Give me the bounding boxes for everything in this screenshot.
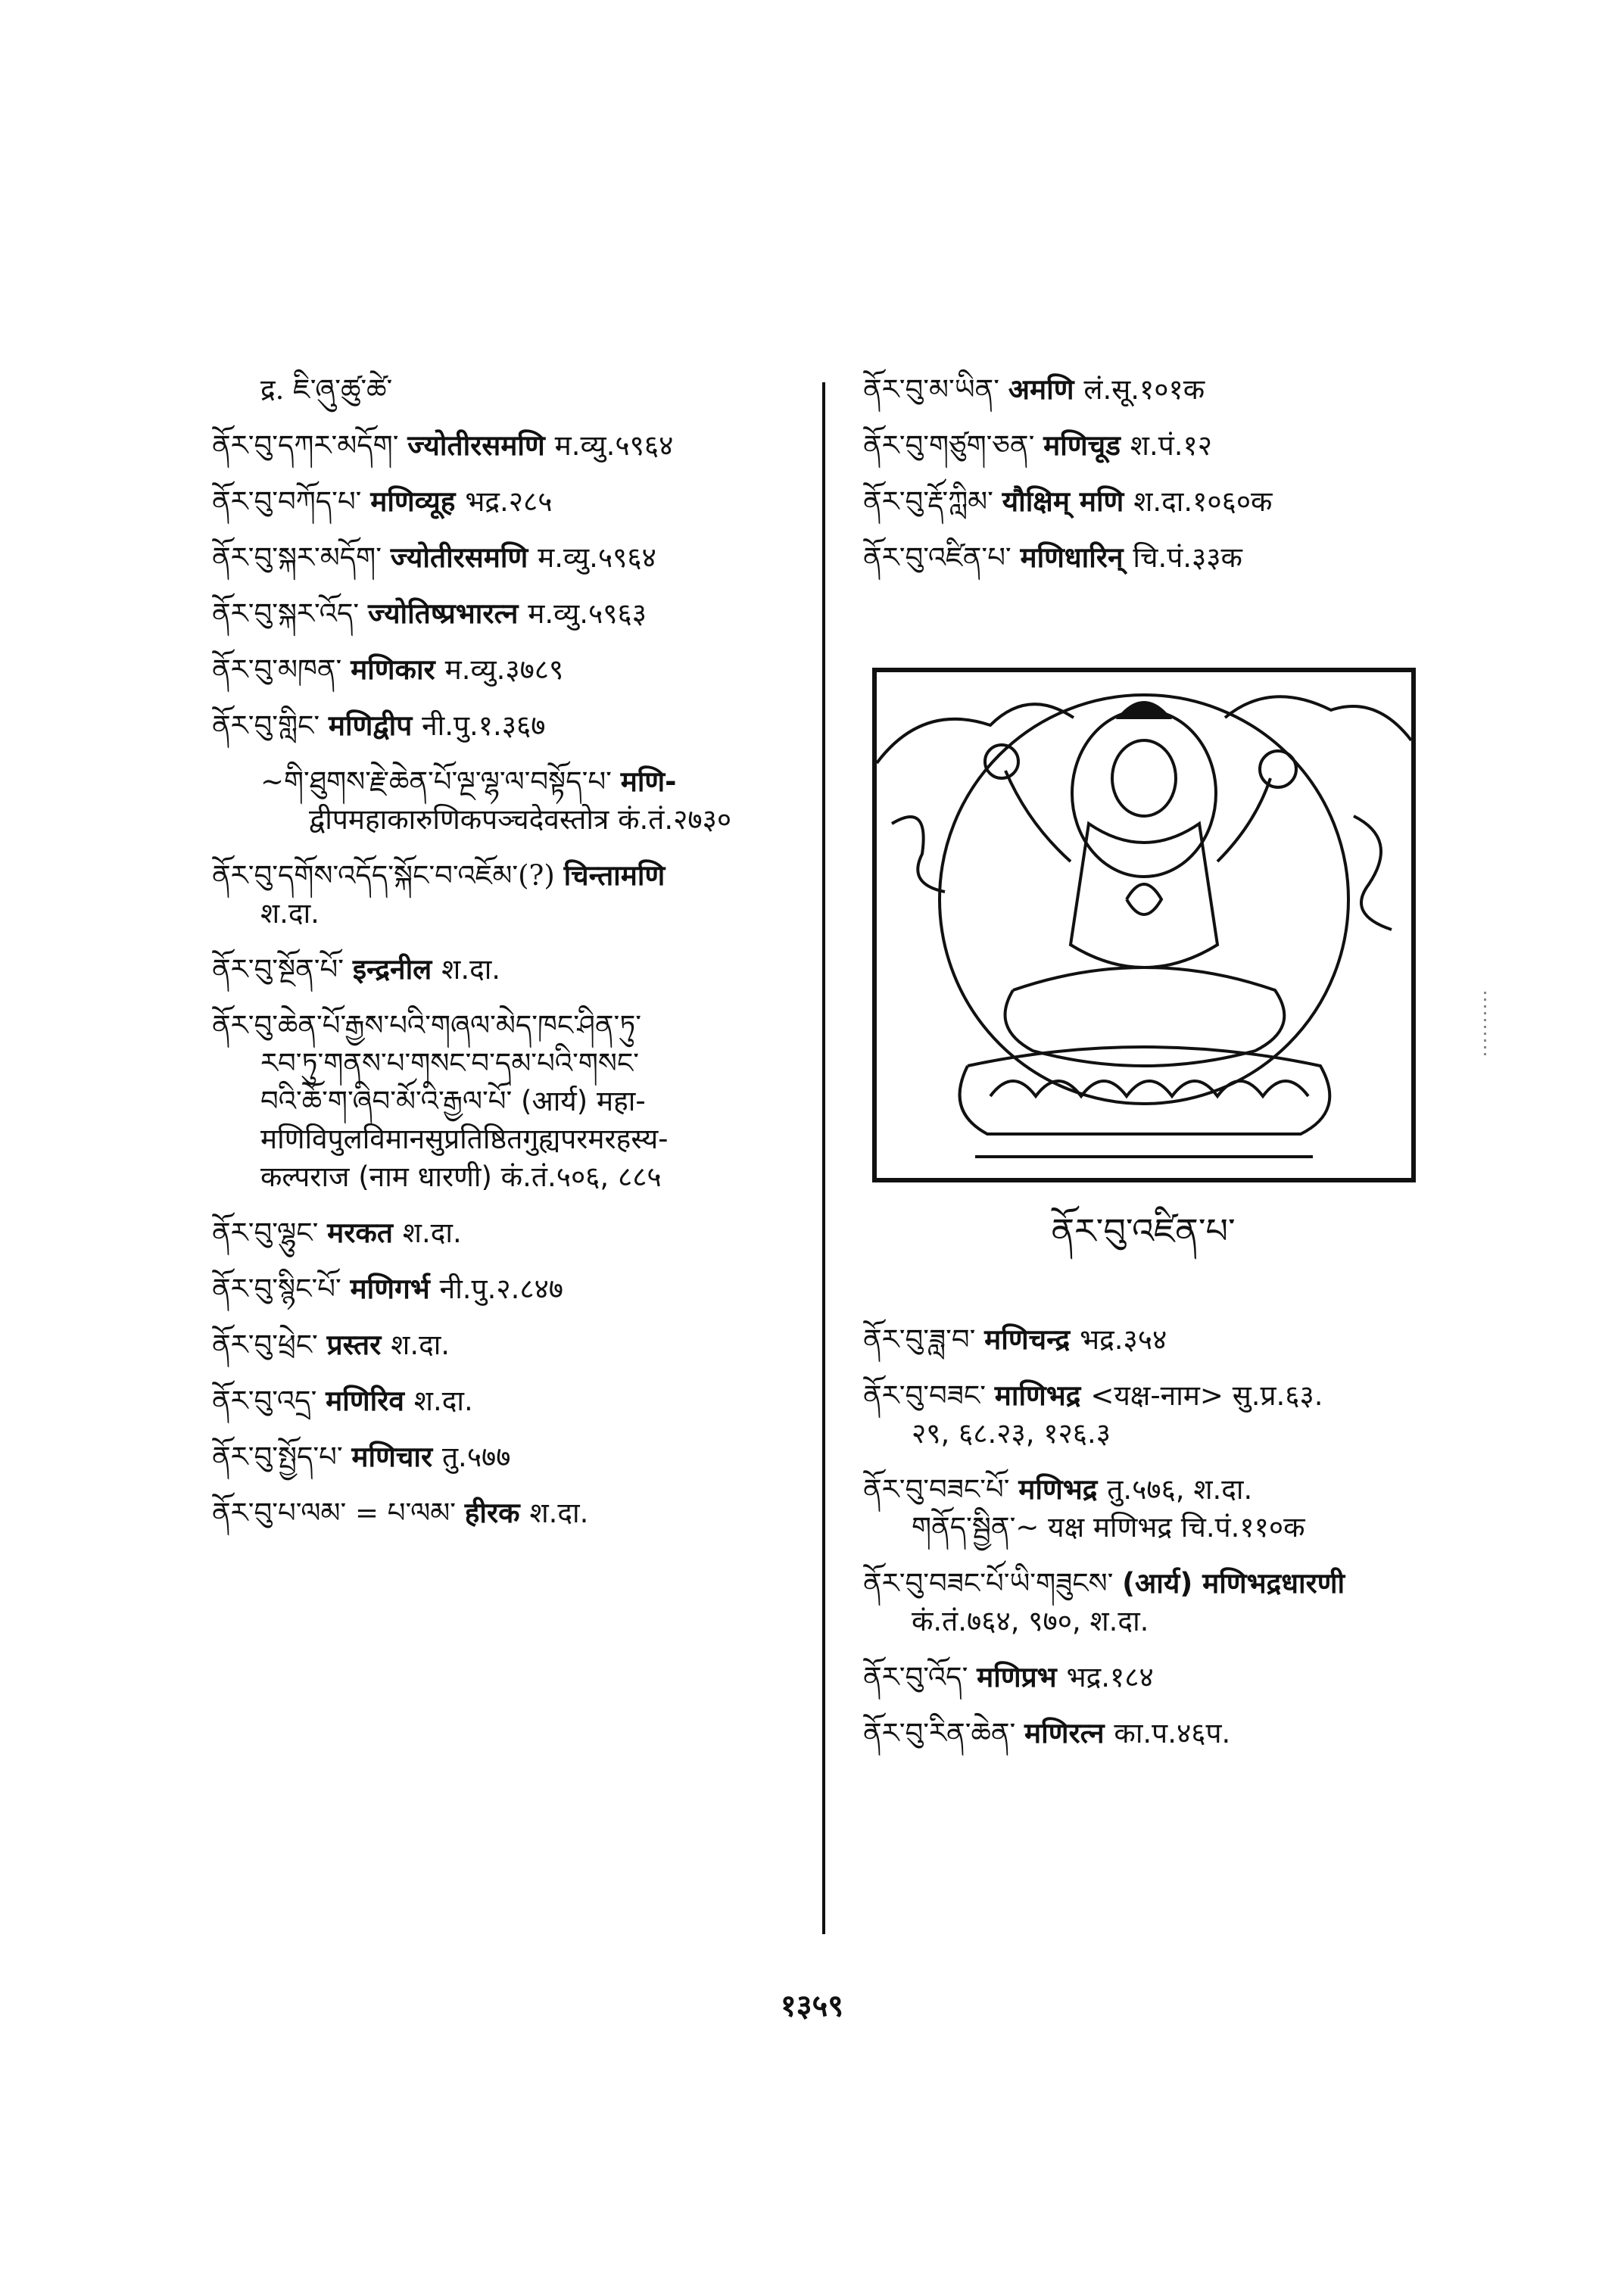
source-reference: श.दा. — [402, 1217, 462, 1249]
source-reference: श.दा.१०६०क — [1133, 485, 1273, 518]
source-reference: म.व्यु.५९६३ — [528, 597, 647, 630]
dictionary-entry — [212, 483, 833, 521]
tibetan-headword: ནོར་བུ་རིན་ཆེན་ — [863, 1717, 1025, 1749]
sanskrit-equivalent: मरकत — [327, 1217, 403, 1249]
tibetan-headword: ནོར་བུ་འཛིན་པ་ — [863, 541, 1021, 574]
dictionary-entry — [212, 1326, 833, 1364]
dictionary-entry — [212, 651, 833, 689]
dictionary-entry — [212, 763, 833, 839]
sanskrit-equivalent: मणिरिव — [326, 1385, 414, 1417]
page-number: १३५९ — [780, 1989, 844, 2024]
sanskrit-equivalent: अमणि — [1008, 373, 1084, 406]
source-reference: श.पं.१२ — [1130, 429, 1212, 462]
dictionary-entry — [212, 1007, 833, 1196]
dictionary-entry — [212, 1382, 833, 1420]
sanskrit-equivalent: ज्योतीरसमणि — [407, 429, 555, 462]
entry-continuation: कल्पराज (नाम धारणी) कं.तं.५०६, ८८५ — [260, 1161, 662, 1193]
manidhara-deity-image — [877, 672, 1411, 1178]
tibetan-headword: ནོར་བུ་འོད་ — [863, 1661, 977, 1693]
dictionary-entry — [212, 371, 833, 409]
tibetan-headword: ནོར་བུ་སྐར་མདོག་ — [212, 541, 391, 574]
source-reference: म.व्यु.३७८९ — [444, 653, 564, 686]
sanskrit-equivalent: (आर्य) मणिभद्रधारणी — [1122, 1567, 1345, 1600]
column-divider — [822, 382, 825, 1934]
tibetan-headword: ནོར་བུ་སྤྱོད་པ་ — [212, 1441, 352, 1473]
dictionary-entry — [212, 595, 833, 633]
tibetan-headword: ནོར་བུ་བཀོད་པ་ — [212, 485, 371, 518]
source-reference: श.दा. — [413, 1385, 473, 1417]
source-reference: लं.सू.१०१क — [1083, 373, 1205, 406]
dictionary-entry — [212, 1214, 833, 1252]
dictionary-entry — [863, 483, 1469, 521]
entry-continuation: རབ་ཏུ་གནས་པ་གསང་བ་དམ་པའི་གསང་ — [260, 1047, 640, 1080]
sanskrit-equivalent: ज्योतिष्प्रभारत्न — [367, 597, 528, 630]
figure-caption: ནོར་བུ་འཛིན་པ་ — [1051, 1210, 1236, 1251]
source-reference: नी.पु.२.८४७ — [439, 1273, 564, 1305]
dictionary-entry — [863, 1471, 1469, 1547]
source-reference: का.प.४६प. — [1114, 1717, 1231, 1749]
right-column — [863, 371, 1469, 1771]
sanskrit-equivalent: मणिरत्न — [1024, 1717, 1114, 1749]
entry-continuation: २९, ६८.२३, १२६.३ — [912, 1417, 1111, 1450]
dictionary-entry — [212, 1438, 833, 1476]
dictionary-entry — [212, 1270, 833, 1308]
sanskrit-equivalent: मणिगर्भ — [350, 1273, 440, 1305]
tibetan-headword: ནོར་བུ་དཀར་མདོག་ — [212, 429, 408, 462]
entry-continuation: द्वीपमहाकारुणिकपञ्चदेवस्तोत्र कं.तं.२७३० — [309, 803, 732, 836]
right-entries-top — [863, 371, 1469, 577]
dictionary-entry — [863, 1321, 1469, 1359]
tibetan-headword: ནོར་བུ་དགོས་འདོད་སྐོང་བ་འཇོམ་(?) — [212, 859, 564, 892]
margin-dots — [1484, 992, 1486, 1060]
dictionary-entry — [212, 1494, 833, 1532]
tibetan-headword: ནོར་བུ་རྡོ་ཀླིམ་ — [863, 485, 1002, 518]
tibetan-headword: ནོར་བུ་སྐར་འོད་ — [212, 597, 368, 630]
dictionary-entry — [863, 427, 1469, 465]
dictionary-entry — [863, 1565, 1469, 1640]
tibetan-headword: ནོར་བུ་བཟང་པོ་ཡི་གཟུངས་ — [863, 1567, 1123, 1600]
sanskrit-equivalent: मणिचार — [351, 1441, 442, 1473]
source-reference: भद्र.२८५ — [465, 485, 553, 518]
dictionary-entry — [863, 1377, 1469, 1453]
entry-continuation: श.दा. — [260, 897, 320, 930]
source-reference: तु.५७७ — [441, 1441, 511, 1473]
dictionary-entry — [863, 539, 1469, 577]
dictionary-entry — [212, 951, 833, 989]
sanskrit-equivalent: मणिधारिन् — [1020, 541, 1133, 574]
sanskrit-equivalent: मणिचूड — [1043, 429, 1130, 462]
entry-continuation: कं.तं.७६४, ९७०, श.दा. — [912, 1605, 1149, 1637]
source-reference: भद्र.३५४ — [1080, 1323, 1167, 1356]
entry-continuation: मणिविपुलविमानसुप्रतिष्ठितगुह्यपरमरहस्य- — [260, 1123, 669, 1155]
deity-illustration — [872, 668, 1416, 1182]
source-reference: तु.५७६, श.दा. — [1107, 1473, 1253, 1506]
sanskrit-equivalent: मणिकार — [351, 653, 445, 686]
source-reference: श.दा. — [529, 1497, 589, 1529]
source-reference: भद्र.१८४ — [1066, 1661, 1154, 1693]
left-column — [212, 371, 833, 1550]
tibetan-headword: ནོར་བུ་འདྲ་ — [212, 1385, 326, 1417]
sanskrit-equivalent: ज्योतीरसमणि — [390, 541, 538, 574]
source-reference: म.व्यु.५९६४ — [538, 541, 656, 574]
dictionary-entry — [212, 857, 833, 933]
dictionary-entry — [863, 371, 1469, 409]
tibetan-headword: ནོར་བུ་ཟླ་བ་ — [863, 1323, 985, 1356]
source-reference: <यक्ष-नाम> सु.प्र.६३. — [1090, 1379, 1323, 1412]
dictionary-entry — [212, 427, 833, 465]
tibetan-headword: ~གི་ཐུགས་རྗེ་ཆེན་པོ་ལྔ་ལྷ་ལ་བསྟོད་པ་ — [260, 765, 621, 798]
sanskrit-equivalent: मणिव्यूह — [370, 485, 466, 518]
sanskrit-equivalent: यौक्षिम् मणि — [1002, 485, 1134, 518]
source-reference: श.दा. — [391, 1329, 450, 1361]
dictionary-entry — [863, 1715, 1469, 1752]
sanskrit-equivalent: प्रस्तर — [326, 1329, 391, 1361]
tibetan-headword: ནོར་བུ་མ་ཡིན་ — [863, 373, 1008, 406]
sanskrit-equivalent: इन्द्रनील — [352, 953, 442, 986]
sanskrit-equivalent: मणि- — [620, 765, 677, 798]
sanskrit-equivalent: माणिभद्र — [994, 1379, 1091, 1412]
tibetan-headword: ནོར་བུ་ཆེན་པོ་རྒྱས་པའི་གཞལ་མེད་ཁང་ཤིན་ཏུ་ — [212, 1009, 642, 1042]
tibetan-headword: ནོར་བུ་མཁན་ — [212, 653, 351, 686]
tibetan-headword: ནོར་བུ་གླིང་ — [212, 709, 329, 742]
tibetan-headword: ནོར་བུ་སྙིང་པོ་ — [212, 1273, 351, 1305]
right-entries-bottom — [863, 1321, 1469, 1752]
dictionary-entry — [863, 1659, 1469, 1696]
sanskrit-equivalent: मणिचन्द्र — [984, 1323, 1080, 1356]
source-reference: चि.पं.३३क — [1133, 541, 1242, 574]
tibetan-headword: ནོར་བུ་པ་ལམ་ = པ་ལམ་ — [212, 1497, 465, 1529]
source-reference: म.व्यु.५९६४ — [554, 429, 674, 462]
dictionary-entry — [212, 539, 833, 577]
sanskrit-equivalent: मणिभद्र — [1018, 1473, 1108, 1506]
sanskrit-equivalent: चिन्तामणि — [563, 859, 665, 892]
dictionary-entry — [212, 707, 833, 745]
tibetan-headword: ནོར་བུ་ཕྲེང་ — [212, 1329, 327, 1361]
tibetan-headword: ནོར་བུ་སྔོན་པོ་ — [212, 953, 353, 986]
entry-continuation: གནོད་སྦྱིན་~ यक्ष मणिभद्र चि.पं.११०क — [912, 1511, 1305, 1544]
tibetan-headword: ནོར་བུ་ལྷུང་ — [212, 1217, 328, 1249]
tibetan-headword: ནོར་བུ་གཙུག་ཅན་ — [863, 429, 1044, 462]
sanskrit-equivalent: हीरक — [464, 1497, 530, 1529]
entry-continuation: བའི་ཆོ་ག་ཞིབ་མོ་འི་རྒྱལ་པོ་ (आर्य) महा- — [260, 1085, 646, 1117]
source-reference: श.दा. — [441, 953, 501, 986]
source-reference: नी.पु.१.३६७ — [422, 709, 546, 742]
sanskrit-equivalent: मणिप्रभ — [977, 1661, 1067, 1693]
tibetan-headword: ནོར་བུ་བཟང་ — [863, 1379, 995, 1412]
tibetan-headword: द्र. ཇི་ཞུ་ཚུ་ཚེ་ — [260, 373, 393, 406]
tibetan-headword: ནོར་བུ་བཟང་པོ་ — [863, 1473, 1019, 1506]
sanskrit-equivalent: मणिद्वीप — [328, 709, 422, 742]
